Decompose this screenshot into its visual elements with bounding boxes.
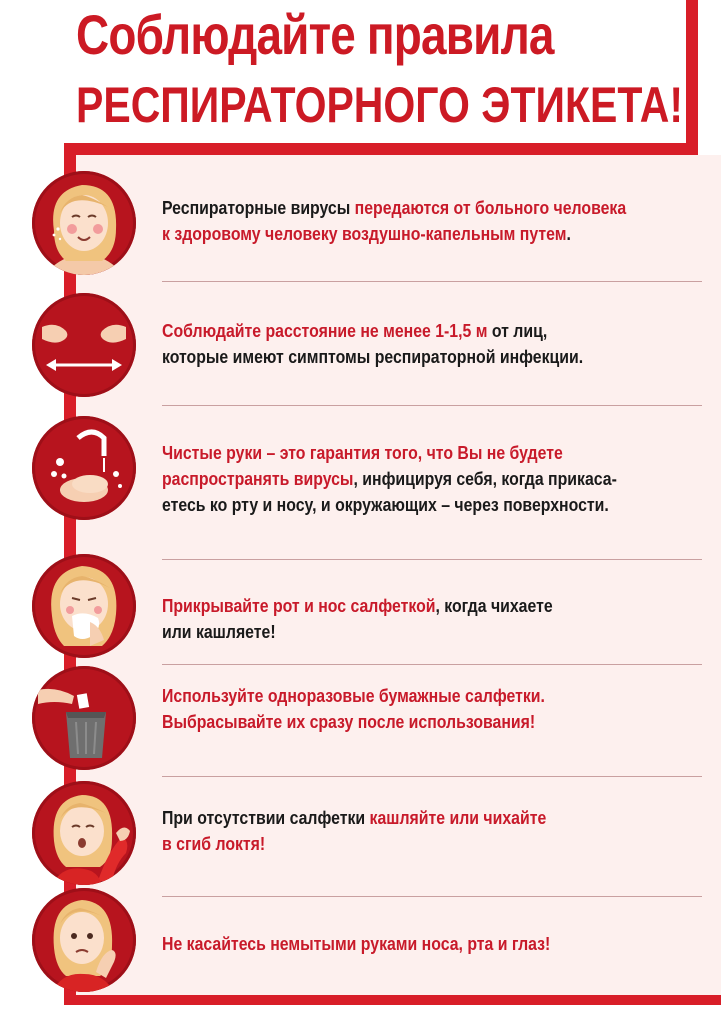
item-3-line-3 bbox=[162, 492, 637, 518]
item-6-text-c: в сгиб локтя! bbox=[162, 834, 266, 855]
item-2-line-2 bbox=[162, 344, 637, 370]
item-5-line-1 bbox=[162, 683, 637, 709]
hand-washing-icon bbox=[32, 416, 136, 520]
item-4-text-b: , когда чихаете bbox=[435, 596, 553, 616]
item-3-line-1 bbox=[162, 440, 637, 466]
item-4-text-c: или кашляете! bbox=[162, 622, 276, 643]
list-item-7 bbox=[162, 931, 637, 957]
item-4-line-2 bbox=[162, 619, 637, 645]
item-5-text-a: Используйте одноразовые бумажные салфетки. bbox=[162, 686, 545, 706]
frame-bottom-bar bbox=[64, 995, 721, 1005]
list-item-2 bbox=[162, 318, 637, 370]
item-3-text-d: етесь ко рту и носу, и окружающих – через поверхности. bbox=[162, 495, 609, 516]
item-5-line-2 bbox=[162, 709, 637, 735]
frame-top-right-bar bbox=[686, 0, 698, 155]
separator bbox=[162, 281, 702, 282]
separator bbox=[162, 559, 702, 560]
item-4-text-a: Прикрывайте рот и нос салфеткой bbox=[162, 596, 436, 616]
list-item-4 bbox=[162, 593, 637, 645]
item-6-text-b: кашляйте или чихайте bbox=[369, 808, 547, 828]
item-6-line-1 bbox=[162, 805, 637, 831]
item-2-line-1 bbox=[162, 318, 637, 344]
frame-top-bar bbox=[64, 143, 698, 155]
item-1-text-d: . bbox=[566, 224, 571, 245]
separator bbox=[162, 896, 702, 897]
item-2-text-a: Соблюдайте расстояние не менее 1-1,5 м bbox=[162, 321, 488, 341]
separator bbox=[162, 776, 702, 777]
covering-mouth-icon bbox=[32, 554, 136, 658]
page-title bbox=[76, 3, 684, 133]
item-3-text-c: , инфицируя себя, когда прикаса- bbox=[353, 469, 617, 490]
list-item-6 bbox=[162, 805, 637, 857]
separator bbox=[162, 405, 702, 406]
item-7-line-1 bbox=[162, 931, 637, 957]
item-2-text-c: которые имеют симптомы респираторной инфекции. bbox=[162, 347, 584, 368]
item-5-text-b: Выбрасывайте их сразу после использования! bbox=[162, 712, 536, 733]
sneezing-face-icon bbox=[32, 171, 136, 275]
page-title-line2: РЕСПИРАТОРНОГО ЭТИКЕТА! bbox=[76, 76, 684, 133]
item-7-text-a: Не касайтесь немытыми руками носа, рта и глаз! bbox=[162, 934, 551, 954]
separator bbox=[162, 664, 702, 665]
item-1-line-1 bbox=[162, 195, 637, 221]
item-3-line-2 bbox=[162, 466, 637, 492]
item-6-text-a: При отсутствии салфетки bbox=[162, 808, 370, 828]
item-1-text-c: к здоровому человеку воздушно-капельным путем bbox=[162, 224, 567, 245]
distance-hands-icon bbox=[32, 293, 136, 397]
item-3-text-b: распространять вирусы bbox=[162, 469, 354, 490]
item-1-text-a: Респираторные вирусы bbox=[162, 198, 355, 218]
page-title-line1: Соблюдайте правила bbox=[76, 3, 554, 66]
item-2-text-b: от лиц, bbox=[487, 321, 548, 341]
list-item-5 bbox=[162, 683, 637, 735]
item-4-line-1 bbox=[162, 593, 637, 619]
item-6-line-2 bbox=[162, 831, 637, 857]
cough-into-elbow-icon bbox=[32, 781, 136, 885]
item-1-line-2 bbox=[162, 221, 637, 247]
item-3-text-a: Чистые руки – это гарантия того, что Вы не будете bbox=[162, 443, 563, 463]
item-1-text-b: передаются от больного человека bbox=[354, 198, 627, 218]
tissue-trash-bin-icon bbox=[32, 666, 136, 770]
list-item-3 bbox=[162, 440, 637, 518]
list-item-1 bbox=[162, 195, 637, 247]
dont-touch-face-icon bbox=[32, 888, 136, 992]
